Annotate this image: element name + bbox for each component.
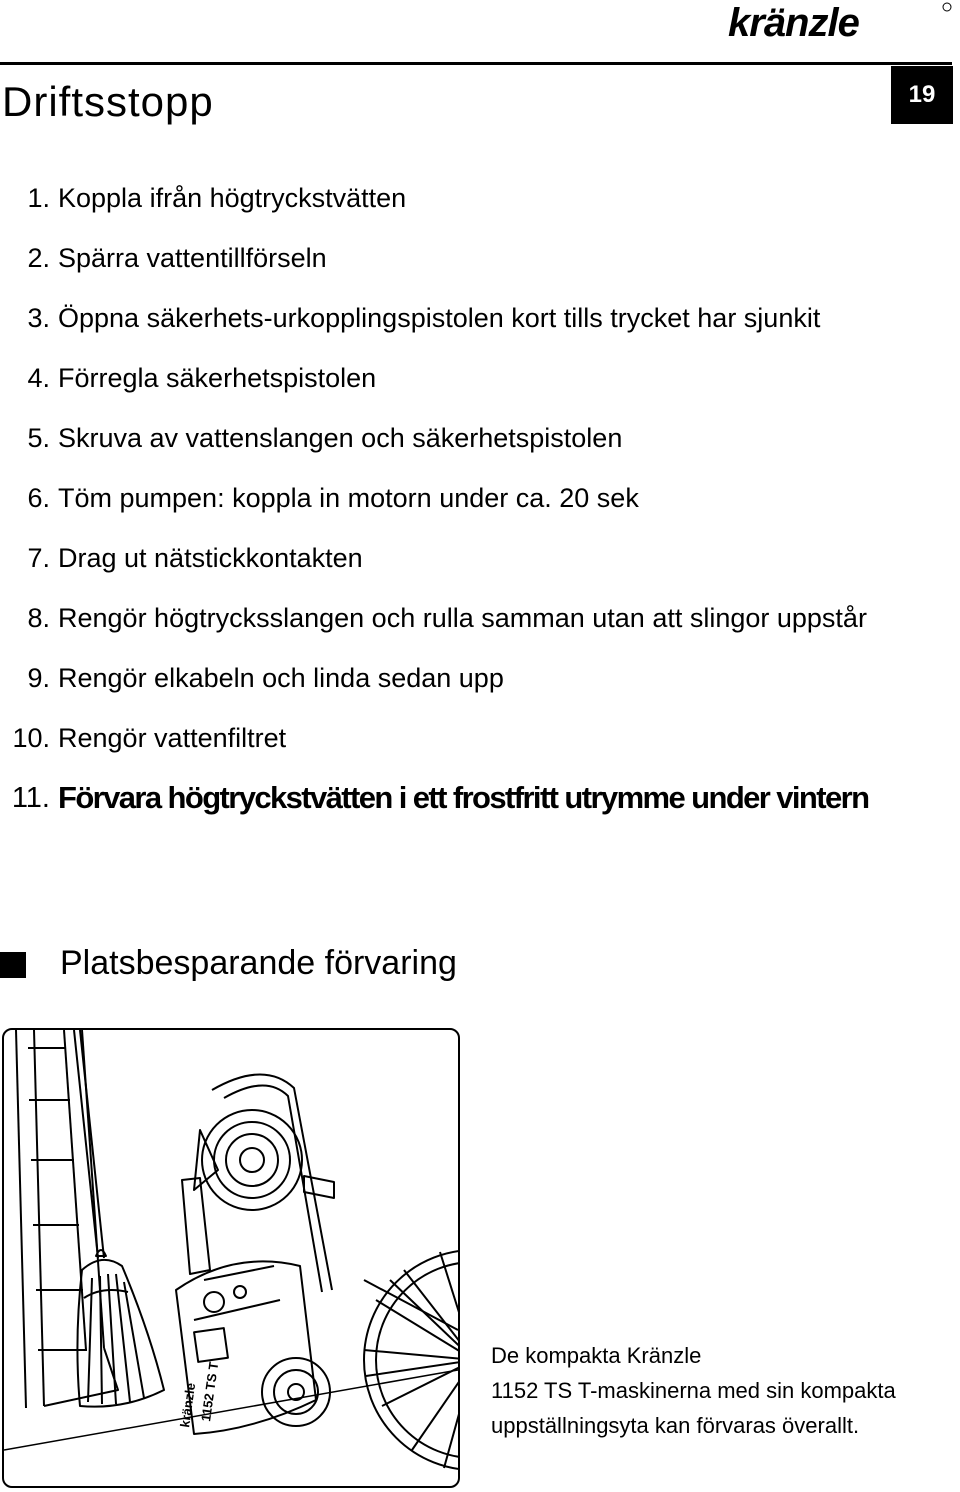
step-text: Rengör vattenfiltret — [58, 722, 287, 753]
storage-drawing — [4, 1030, 458, 1486]
caption-line: 1152 TS T-maskinerna med sin kompakta — [491, 1378, 896, 1403]
list-item — [0, 348, 960, 408]
ladder-drawing — [16, 1030, 118, 1408]
pressure-washer-drawing — [176, 1074, 334, 1434]
machine-model-label: 1152 TS T — [198, 1360, 222, 1423]
step-number: 7. — [27, 542, 50, 573]
step-number: 1. — [27, 182, 50, 213]
section-title: Platsbesparande förvaring — [60, 944, 457, 982]
step-list — [0, 168, 960, 828]
step-text: Skruva av vattenslangen och säkerhetspistolen — [58, 422, 623, 453]
step-text: Öppna säkerhets-urkopplingspistolen kort tills trycket har sjunkit — [58, 302, 821, 333]
step-number: 10. — [12, 722, 50, 753]
storage-illustration — [2, 1028, 460, 1488]
step-number: 11. — [11, 781, 50, 814]
bicycle-drawing — [364, 1250, 458, 1470]
step-number: 4. — [27, 362, 50, 393]
step-text: Spärra vattentillförseln — [58, 242, 327, 273]
section-marker — [0, 952, 26, 978]
step-text: Rengör högtrycksslangen och rulla samman utan att slingor uppstår — [58, 602, 867, 633]
step-text: Töm pumpen: koppla in motorn under ca. 20 sek — [58, 482, 639, 513]
step-text: Förvara högtryckstvätten i ett frostfritt utrymme under vintern — [58, 780, 869, 815]
list-item — [0, 168, 960, 228]
step-text: Drag ut nätstickkontakten — [58, 542, 363, 573]
list-item — [0, 708, 960, 768]
caption-line: De kompakta Kränzle — [491, 1343, 702, 1368]
step-text: Förregla säkerhetspistolen — [58, 362, 377, 393]
header-rule — [0, 62, 952, 65]
step-text: Koppla ifrån högtryckstvätten — [58, 182, 407, 213]
list-item — [0, 468, 960, 528]
list-item — [0, 408, 960, 468]
kranzle-logo — [724, 2, 954, 44]
step-number: 3. — [27, 302, 50, 333]
step-text: Rengör elkabeln och linda sedan upp — [58, 662, 504, 693]
step-number: 9. — [27, 662, 50, 693]
broom-drawing — [74, 1030, 164, 1407]
step-number: 8. — [27, 602, 50, 633]
logo-wordmark: kränzle — [728, 2, 859, 44]
page-number: 19 — [891, 66, 953, 124]
caption-line: uppställningsyta kan förvaras överallt. — [491, 1413, 860, 1438]
list-item — [0, 228, 960, 288]
page-title: Driftsstopp — [2, 78, 214, 125]
illustration-caption — [491, 1338, 896, 1443]
step-number: 2. — [27, 242, 50, 273]
list-item — [0, 528, 960, 588]
list-item — [0, 288, 960, 348]
list-item — [0, 588, 960, 648]
registered-mark-icon — [943, 3, 951, 11]
step-number: 5. — [27, 422, 50, 453]
list-item — [0, 648, 960, 708]
machine-brand-label: kränzle — [177, 1381, 199, 1429]
list-item — [0, 768, 960, 828]
step-number: 6. — [27, 482, 50, 513]
